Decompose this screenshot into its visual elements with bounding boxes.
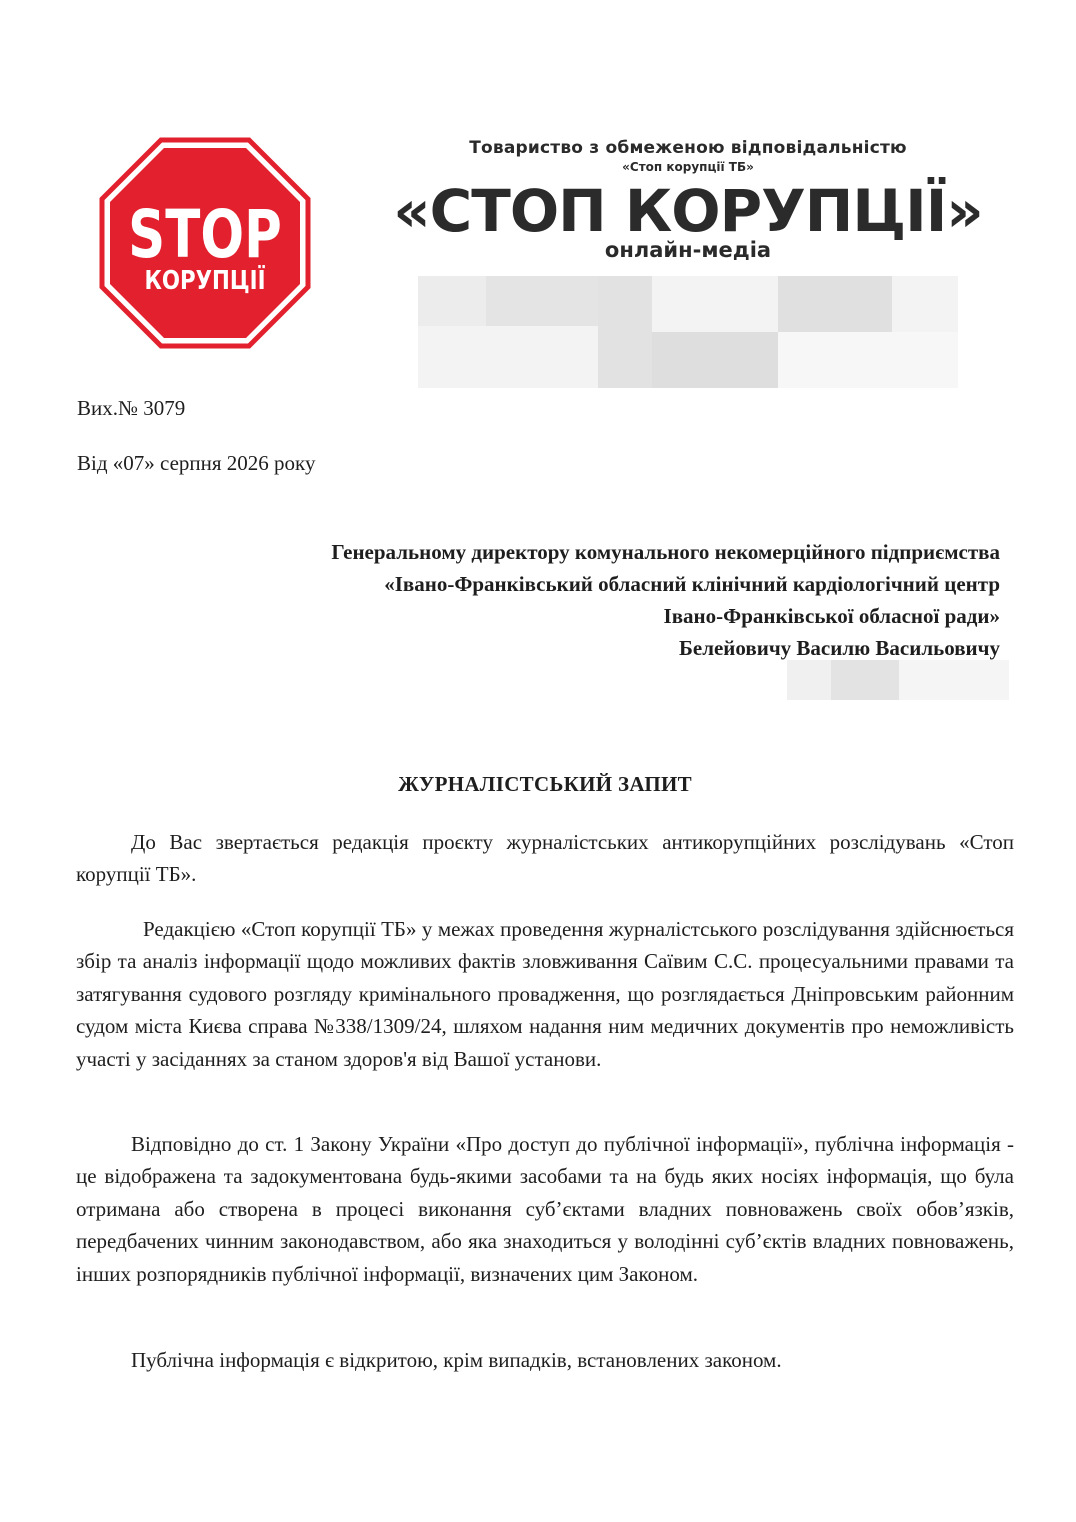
org-full-name: Товариство з обмеженою відповідальністю [469, 138, 907, 158]
paragraph-intro: До Вас звертається редакція проєкту журналістських антикорупційних розслідувань «Стоп корупції ТБ». [76, 830, 1014, 887]
addressee-line: «Івано-Франківський обласний клінічний кардіологічний центр [384, 572, 1000, 596]
logo-corruption-text: КОРУПЦІЇ [144, 264, 266, 296]
addressee-block [200, 536, 1000, 664]
addressee-line: Івано-Франківської обласної ради» [663, 604, 1000, 628]
addressee-line: Генеральному директору комунального некомерційного підприємства [331, 540, 1000, 564]
stop-corruption-logo [98, 136, 312, 350]
paragraph-law: Відповідно до ст. 1 Закону України «Про доступ до публічної інформації», публічна інформація - це відображена та задокументована будь-якими засобами та на будь яких носіях інформація, що була отримана або створена в процесі виконання суб’єктами владних повноважень своїх обов’язків, передбачених чинним законодавством, або яка знаходиться у володінні суб’єктів владних повноважень, інших розпорядників публічної інформації, визначених цим Законом. [76, 1132, 1014, 1286]
addressee-name: Белейовичу Василю Васильовичу [679, 636, 1000, 660]
org-short-name: «Стоп корупції ТБ» [622, 160, 754, 174]
outgoing-number: Вих.№ 3079 [77, 396, 186, 420]
redacted-contacts [418, 276, 958, 388]
brand-name: «СТОП КОРУПЦІЇ» [393, 177, 983, 245]
brand-subtitle: онлайн-медіа [604, 238, 772, 262]
document-title: ЖУРНАЛІСТСЬКИЙ ЗАПИТ [398, 772, 692, 796]
redacted-addressee-detail [787, 660, 1009, 700]
outgoing-date: Від «07» серпня 2026 року [77, 451, 316, 475]
letterhead [380, 136, 996, 262]
paragraph-public-info: Публічна інформація є відкритою, крім випадків, встановлених законом. [131, 1348, 782, 1372]
stop-sign-icon [98, 136, 312, 350]
paragraph-investigation: Редакцією «Стоп корупції ТБ» у межах проведення журналістського розслідування здійснюється збір та аналіз інформації щодо можливих фактів зловживання Саївим С.С. процесуальними правами та затягування судового розгляду кримінального провадження, що розглядається Дніпровським районним судом міста Києва справа №338/1309/24, шляхом надання ним медичних документів про неможливість участі у засіданнях за станом здоров'я від Вашої установи. [76, 917, 1014, 1071]
logo-stop-text: STOP [128, 195, 282, 273]
